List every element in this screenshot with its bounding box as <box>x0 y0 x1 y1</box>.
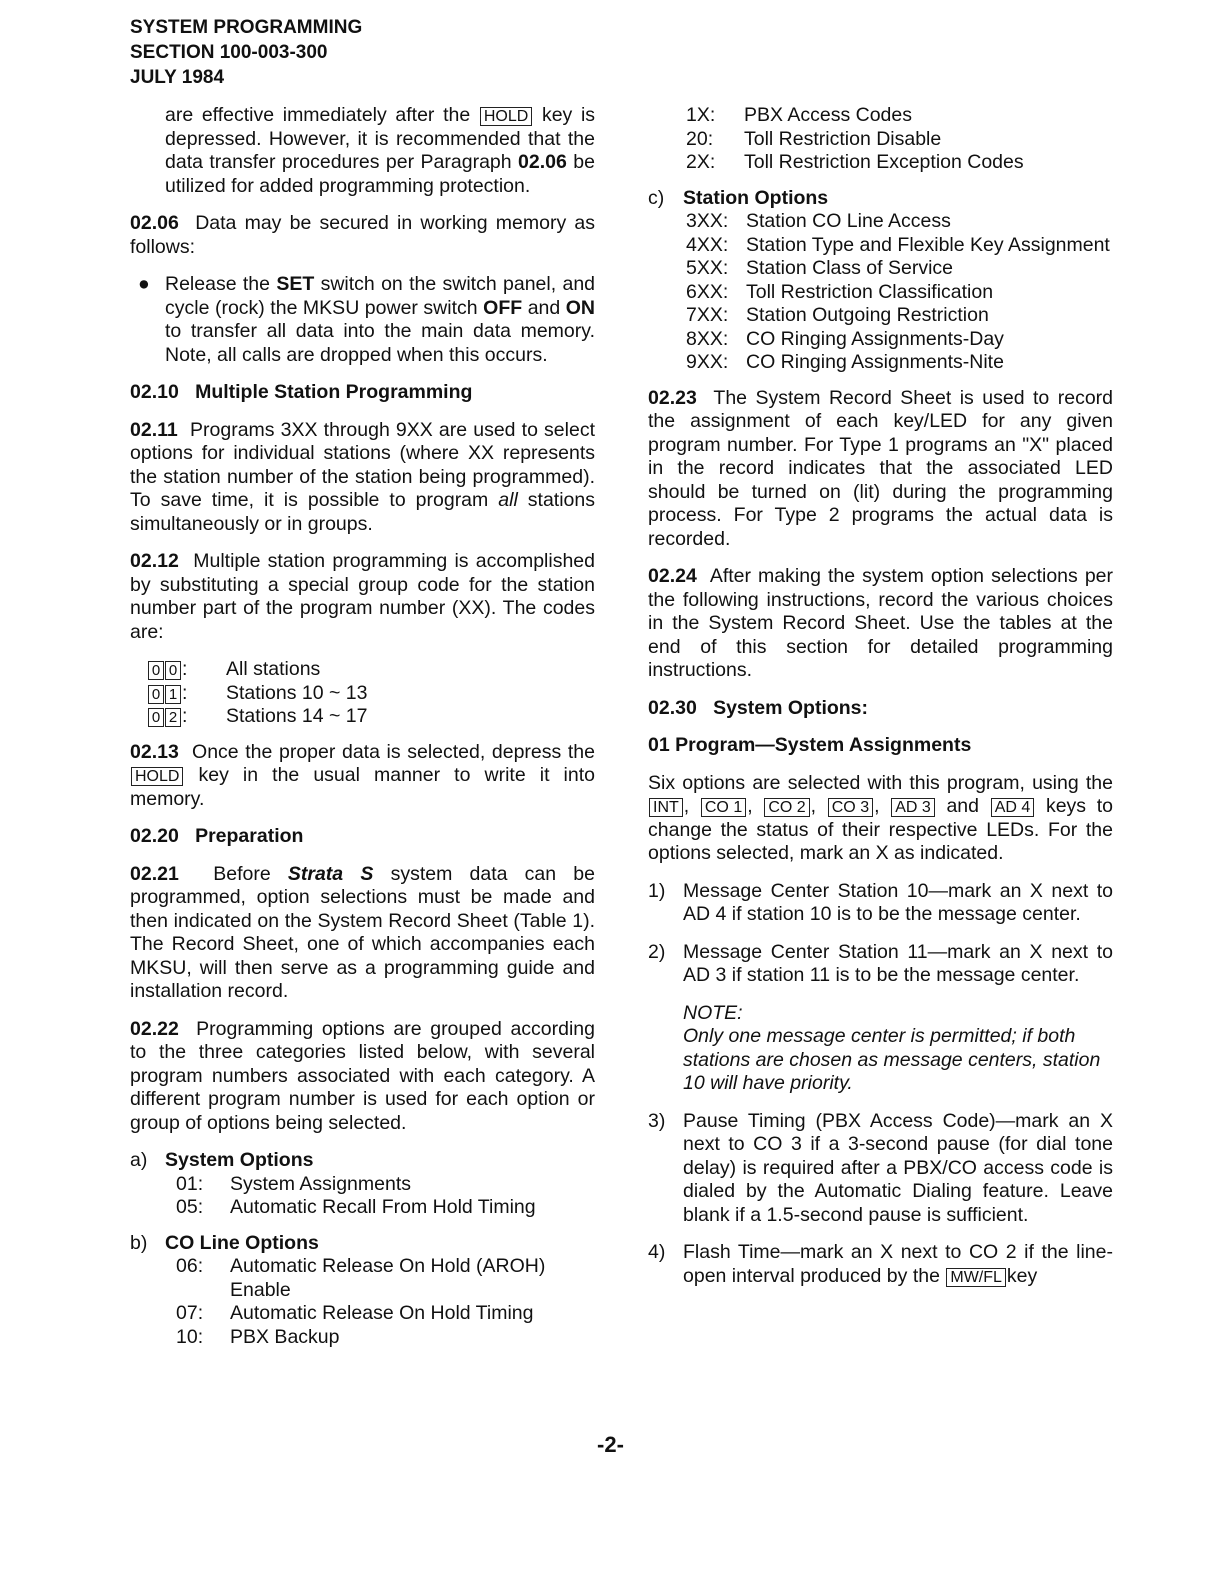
int-key: INT <box>649 798 683 817</box>
numbered-item: 1) Message Center Station 10—mark an X next to AD 4 if station 10 is to be the message center. <box>648 879 1113 925</box>
heading-02-30: 02.30 System Options: <box>648 696 869 719</box>
numbered-item: 2) Message Center Station 11—mark an X next to AD 3 if station 11 is to be the message center. <box>648 940 1113 986</box>
group-code-row: 0 0 : All stations <box>148 658 595 682</box>
paragraph-02-23: 02.23 The System Record Sheet is used to record the assignment of each key/LED for any given program number. For Type 1 programs an "X" placed in the record indicates that the associated LED should be turned on (lit) during the programming process. For Type 2 programs the actual data is recorded. <box>648 386 1114 550</box>
group-code-row: 0 2 : Stations 14 ~ 17 <box>148 705 595 729</box>
paragraph-02-06: 02.06 Data may be secured in working memory as follows: <box>130 212 596 258</box>
note <box>648 1002 1113 1096</box>
header-date: JULY 1984 <box>130 67 225 88</box>
page-header <box>130 15 362 90</box>
bullet-icon: ● <box>138 273 150 295</box>
ad3-key: AD 3 <box>891 798 935 817</box>
option-row: 3XX: Station CO Line Access <box>686 210 951 232</box>
co3-key: CO 3 <box>828 798 873 817</box>
heading-program-01: 01 Program—System Assignments <box>648 734 972 756</box>
category-station-options: c) Station Options 3XX: Station CO Line Access 4XX: Station Type and Flexible Key Assignment 5XX: Station Class of Service 6XX: Toll Restriction Classification 7XX: Station Outgoing Restriction 8XX: CO Ringing Assignments-Day 9XX: CO Ringing Assignments-Nite <box>648 187 1113 375</box>
option-row: 4XX: Station Type and Flexible Key Assignment <box>686 233 1110 256</box>
hold-key: HOLD <box>480 107 532 126</box>
ad4-key: AD 4 <box>991 798 1035 817</box>
hold-key: HOLD <box>131 767 183 786</box>
category-co-line-options-continued <box>648 104 1113 175</box>
group-codes <box>148 658 595 729</box>
option-row: 01: System Assignments <box>176 1172 411 1195</box>
option-row: 07: Automatic Release On Hold Timing <box>176 1302 534 1324</box>
option-row: 8XX: CO Ringing Assignments-Day <box>686 327 1004 350</box>
option-row: 10: PBX Backup <box>176 1325 340 1348</box>
category-system-options: a) System Options 01: System Assignments 05: Automatic Recall From Hold Timing <box>130 1149 595 1220</box>
co1-key: CO 1 <box>701 798 746 817</box>
category-co-line-options: b) CO Line Options 06: Automatic Release On Hold (AROH) Enable 07: Automatic Release On Hold Timing 10: PBX Backup <box>130 1232 595 1350</box>
option-row: 6XX: Toll Restriction Classification <box>686 280 994 303</box>
header-section: SECTION 100-003-300 <box>130 42 328 63</box>
option-row: 5XX: Station Class of Service <box>686 257 954 279</box>
paragraph-02-13: 02.13 Once the proper data is selected, depress the HOLD key in the usual manner to write it into memory. <box>130 740 595 810</box>
paragraph-02-11: 02.11 Programs 3XX through 9XX are used to select options for individual stations (where XX represents the station number of the station being programmed). To save time, it is possible to program all stations simultaneously or in groups. <box>130 418 595 535</box>
paragraph-program-01: Six options are selected with this program, using the INT , CO 1 , CO 2 , CO 3 , AD 3 and AD 4 keys to change the status of their respective LEDs. For the options selected, mark an X as indicated. <box>648 771 1113 864</box>
option-row: 20: Toll Restriction Disable <box>686 127 942 150</box>
heading-02-10: 02.10 Multiple Station Programming <box>130 381 473 403</box>
numbered-item: 3) Pause Timing (PBX Access Code)—mark an X next to CO 3 if a 3-second pause (for dial tone delay) is required after a PBX/CO access code is dialed by the Automatic Dialing feature. Leave blank if a 1.5-second pause is sufficient. <box>648 1109 1113 1226</box>
numbered-item: 4) Flash Time—mark an X next to CO 2 if the line-open interval produced by the MW/FL key <box>648 1241 1113 1287</box>
option-row: 1X: PBX Access Codes <box>686 104 912 126</box>
co2-key: CO 2 <box>764 798 809 817</box>
option-row: 7XX: Station Outgoing Restriction <box>686 304 989 326</box>
note-text: Only one message center is permitted; if both stations are chosen as message centers, station 10 will have priority. <box>683 1025 1101 1094</box>
paragraph-02-22: 02.22 Programming options are grouped according to the three categories listed below, with several program numbers associated with each category. A different program number is used for each option or group of options being selected. <box>130 1017 595 1134</box>
paragraph-02-12: 02.12 Multiple station programming is accomplished by substituting a special group code for the station number part of the program number (XX). The codes are: <box>130 550 595 643</box>
option-row: 9XX: CO Ringing Assignments-Nite <box>686 351 1004 373</box>
bullet-item: ● Release the SET switch on the switch panel, and cycle (rock) the MKSU power switch OFF and ON to transfer all data into the main data memory. Note, all calls are dropped when this occurs. <box>138 273 596 366</box>
option-row: 2X: Toll Restriction Exception Codes <box>686 151 1024 173</box>
note-label: NOTE: <box>683 1001 743 1024</box>
paragraph-02-21: 02.21 Before Strata S system data can be programmed, option selections must be made and then indicated on the System Record Sheet (Table 1). The Record Sheet, one of which accompanies each MKSU, will then serve as a programming guide and installation record. <box>130 862 595 1002</box>
page-number: -2- <box>597 1432 624 1457</box>
paragraph-continued: are effective immediately after the HOLD key is depressed. However, it is recommended that the data transfer procedures per Paragraph 02.06 be utilized for added programming protection. <box>165 104 596 197</box>
left-column <box>130 104 595 1361</box>
brand-name: Strata S <box>287 862 374 885</box>
paragraph-02-24: 02.24 After making the system option selections per the following instructions, record the various choices in the System Record Sheet. Use the tables at the end of this section for detailed programming instructions. <box>648 565 1114 681</box>
option-row: 06: Automatic Release On Hold (AROH) Enable <box>176 1255 546 1301</box>
group-code-row: 0 1 : Stations 10 ~ 13 <box>148 682 595 706</box>
heading-02-20: 02.20 Preparation <box>130 825 304 847</box>
mw-fl-key: MW/FL <box>946 1268 1006 1287</box>
option-row: 05: Automatic Recall From Hold Timing <box>176 1196 536 1218</box>
right-column <box>648 104 1113 1302</box>
header-title: SYSTEM PROGRAMMING <box>130 17 363 38</box>
